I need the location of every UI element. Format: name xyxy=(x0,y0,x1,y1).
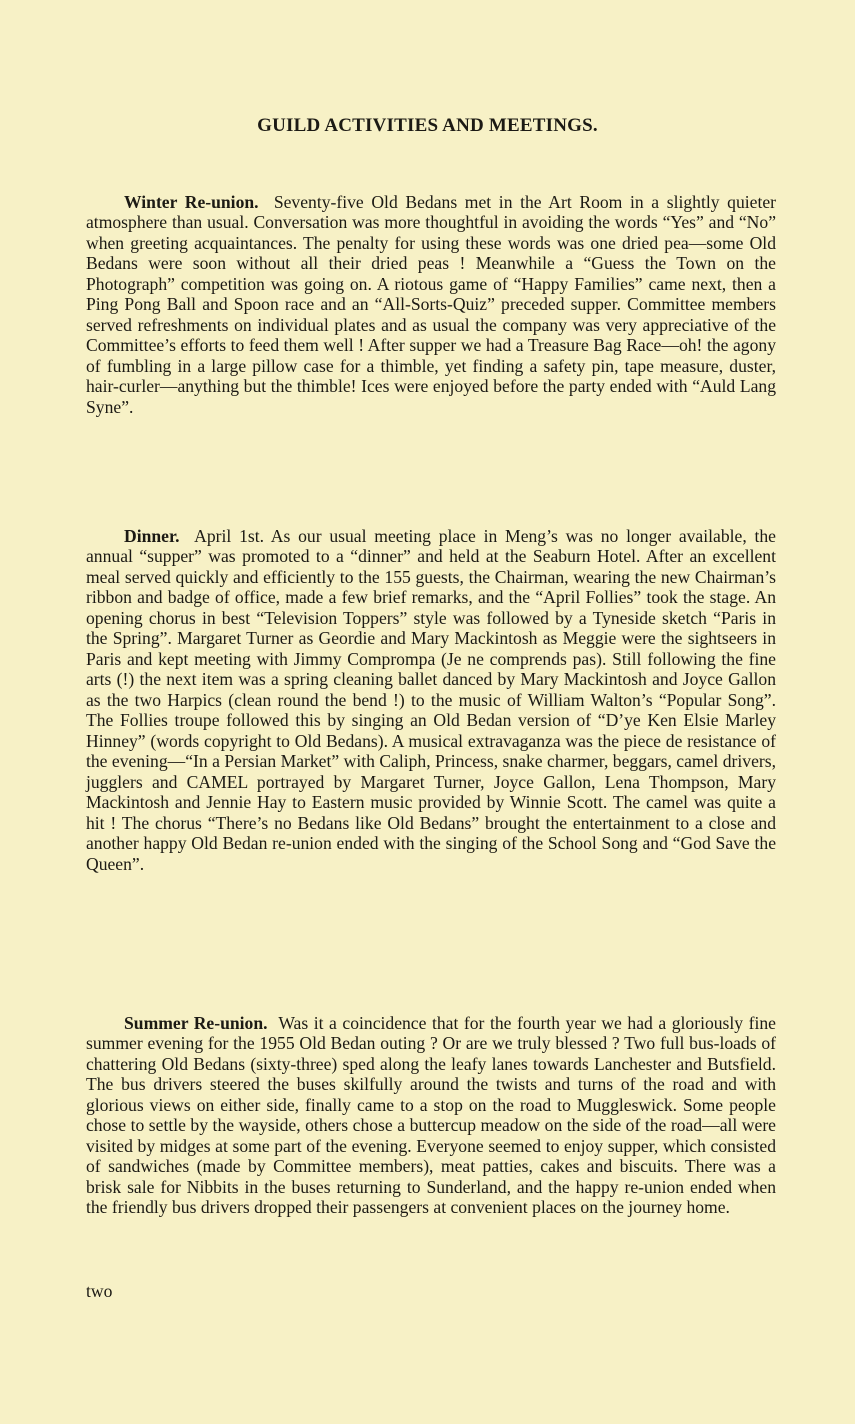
section-heading: Dinner. xyxy=(124,525,180,546)
section-dinner xyxy=(86,526,776,875)
section-heading: Summer Re-union. xyxy=(124,1012,268,1033)
section-body: Was it a coincidence that for the fourth year we had a gloriously fine summer evening for the 1955 Old Bedan outing ? Or are we truly blessed ? Two full bus-loads of chattering Old Bedans (sixty-three) sped along the leafy lanes towards Lanchester and Butsfield. The bus drivers steered the buses skilfully around the twists and turns of the road and with glorious views on either side, finally came to a stop on the road to Muggleswick. Some people chose to settle by the wayside, others chose a buttercup meadow on the side of the road—all were visited by midges at some part of the evening. Everyone seemed to enjoy supper, which consisted of sandwiches (made by Committee members), meat patties, cakes and biscuits. There was a brisk sale for Nibbits in the buses returning to Sunderland, and the happy re-union ended when the friendly bus drivers dropped their passengers at convenient places on the journey home. xyxy=(86,1012,776,1218)
section-summer-reunion xyxy=(86,1013,776,1218)
section-body: April 1st. As our usual meeting place in Meng’s was no longer available, the annual “supper” was promoted to a “dinner” and held at the Seaburn Hotel. After an excellent meal served quickly and efficiently to the 155 guests, the Chairman, wearing the new Chairman’s ribbon and badge of office, made a few brief remarks, and the “April Follies” took the stage. An opening chorus in best “Television Toppers” style was followed by a Tyneside sketch “Paris in the Spring”. Margaret Turner as Geordie and Mary Mackintosh as Meggie were the sightseers in Paris and kept meeting with Jimmy Comprompa (Je ne comprends pas). Still following the fine arts (!) the next item was a spring cleaning ballet danced by Mary Mackintosh and Joyce Gallon as the two Harpics (clean round the bend !) to the music of William Walton’s “Popular Song”. The Follies troupe followed this by singing an Old Bedan version of “D’ye Ken Elsie Marley Hinney” (words copyright to Old Bedans). A musical extravaganza was the piece de resistance of the evening—“In a Persian Market” with Caliph, Princess, snake charmer, beggars, camel drivers, jugglers and CAMEL portrayed by Margaret Turner, Joyce Gallon, Lena Thompson, Mary Mackintosh and Jennie Hay to Eastern music provided by Winnie Scott. The camel was quite a hit ! The chorus “There’s no Bedans like Old Bedans” brought the entertainment to a close and another happy Old Bedan re-union ended with the singing of the School Song and “God Save the Queen”. xyxy=(86,525,776,874)
section-heading: Winter Re-union. xyxy=(124,191,259,212)
section-body: Seventy-five Old Bedans met in the Art Room in a slightly quieter atmosphere than usual. Conversation was more thoughtful in avoiding the words “Yes” and “No” when greeting acquaintances. The penalty for using these words was one dried pea—some Old Bedans were soon without all their dried peas ! Meanwhile a “Guess the Town on the Photograph” competition was going on. A riotous game of “Happy Families” came next, then a Ping Pong Ball and Spoon race and an “All-Sorts-Quiz” preceded supper. Committee members served refreshments on individual plates and as usual the company was very appreciative of the Committee’s efforts to feed them well ! After supper we had a Treasure Bag Race—oh! the agony of fumbling in a large pillow case for a thimble, yet finding a safety pin, tape measure, duster, hair-curler—anything but the thimble! Ices were enjoyed before the party ended with “Auld Lang Syne”. xyxy=(86,191,777,417)
page-title: GUILD ACTIVITIES AND MEETINGS. xyxy=(257,115,598,136)
section-winter-reunion xyxy=(86,192,776,418)
page-number: two xyxy=(86,1281,113,1301)
